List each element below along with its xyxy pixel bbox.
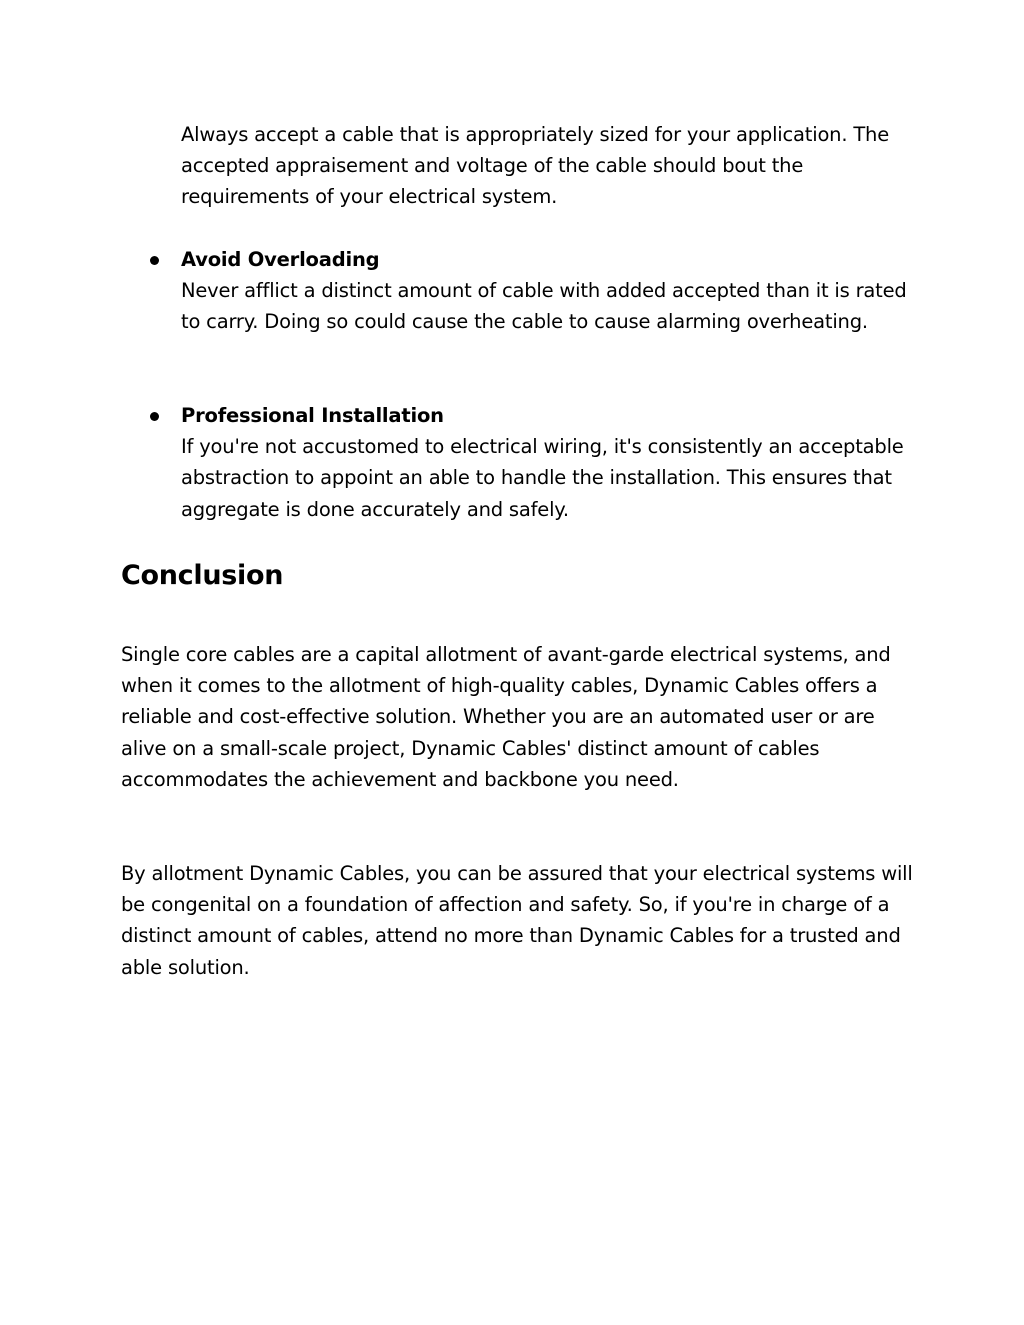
conclusion-paragraph: Single core cables are a capital allotment of avant-garde electrical systems, and when it comes to the allotment of high-quality cables, Dynamic Cables offers a reliable and cost-effective solution. Whether you are an automated user or are alive on a small-scale project, Dynamic Cables' distinct amount of cables accommodates the achievement and backbone you need. <box>121 643 891 791</box>
bullet-item-professional-installation <box>181 400 921 525</box>
bullet-dot-icon <box>150 256 159 265</box>
bullet-text: Never afflict a distinct amount of cable with added accepted than it is rated to carry. Doing so could cause the cable to cause alarming overheating. <box>181 279 907 334</box>
bullet-item-avoid-overloading <box>181 244 921 338</box>
bullet-title: Avoid Overloading <box>181 248 380 271</box>
conclusion-paragraph: By allotment Dynamic Cables, you can be assured that your electrical systems will be congenital on a foundation of affection and safety. So, if you're in charge of a distinct amount of cables, attend no more than Dynamic Cables for a trusted and able solution. <box>121 862 913 979</box>
bullet-text: If you're not accustomed to electrical wiring, it's consistently an acceptable abstraction to appoint an able to handle the installation. This ensures that aggregate is done accurately and safely. <box>181 435 904 521</box>
conclusion-heading: Conclusion <box>121 560 284 591</box>
bullet-title: Professional Installation <box>181 404 444 427</box>
bullet-dot-icon <box>150 412 159 421</box>
intro-paragraph: Always accept a cable that is appropriately sized for your application. The accepted appraisement and voltage of the cable should bout the requirements of your electrical system. <box>181 123 890 209</box>
